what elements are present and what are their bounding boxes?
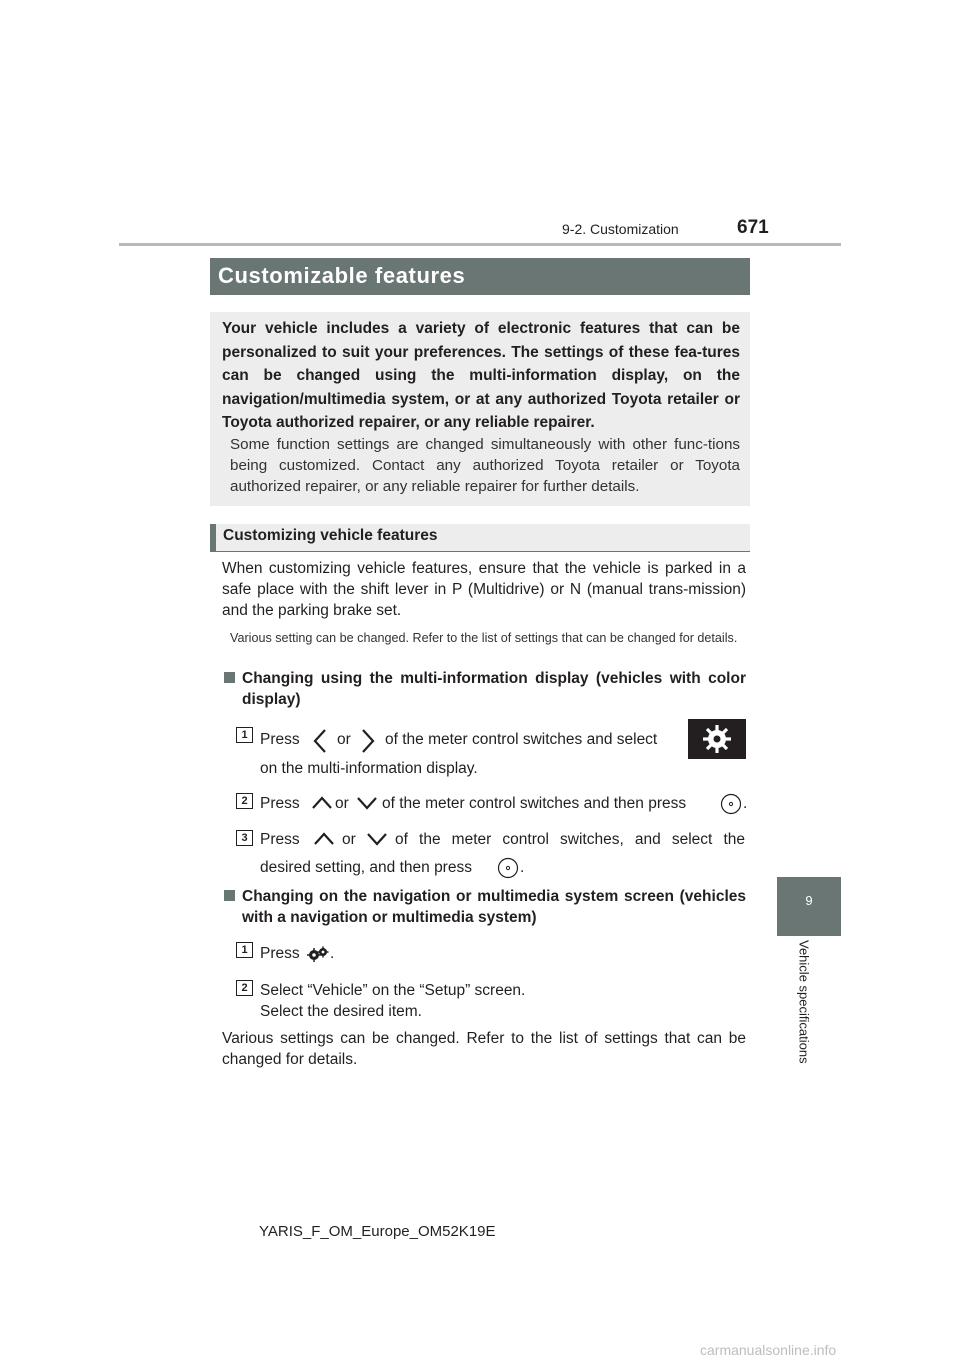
step-number: 2 xyxy=(236,980,253,996)
page-title: Customizable features xyxy=(218,263,466,288)
step-number: 1 xyxy=(236,727,253,743)
step-text: Press xyxy=(260,731,300,748)
chapter-label-text: Vehicle specifications xyxy=(796,940,812,1064)
section-header: 9-2. Customization xyxy=(562,221,679,237)
header-rule xyxy=(119,243,841,246)
step-text: Press xyxy=(260,831,300,848)
chevron-left-icon xyxy=(312,728,328,754)
step-text: Select “Vehicle” on the “Setup” screen. xyxy=(260,982,526,999)
ok-button-icon xyxy=(720,793,742,815)
chapter-tab: 9 xyxy=(777,877,841,936)
bullet-square xyxy=(224,890,235,901)
step-text: of the meter control switches, and select the xyxy=(395,831,745,848)
setup-gears-icon xyxy=(307,946,329,962)
step-text: Press xyxy=(260,945,300,962)
subheading-bar xyxy=(210,524,750,552)
subheading: Customizing vehicle features xyxy=(223,527,438,544)
section-heading-mid-text: Changing on the navigation or multimedia system screen (vehicles with a navigation or multimedia system) xyxy=(242,888,746,926)
step-text: of the meter control switches and select xyxy=(385,731,658,748)
subheading-marker xyxy=(210,524,216,551)
chapter-label xyxy=(795,940,813,1090)
step-text: or xyxy=(335,795,349,812)
step-text: or xyxy=(342,831,356,848)
body-paragraph: Various settings can be changed. Refer to the list of settings that can be changed for details. xyxy=(222,1030,746,1068)
body-note: Various setting can be changed. Refer to the list of settings that can be changed for details. xyxy=(230,631,738,645)
chevron-up-icon xyxy=(311,796,333,810)
intro-note: Some function settings are changed simultaneously with other func-tions being customized. Contact any authorized Toyota retailer or Toyota authorized repairer, or any reliable repairer for further details. xyxy=(230,436,740,495)
body-paragraph: When customizing vehicle features, ensure that the vehicle is parked in a safe place with the shift lever in P (Multidrive) or N (manual trans-mission) and the parking brake set. xyxy=(222,560,746,619)
settings-gear-icon-box xyxy=(688,719,746,759)
watermark: carmanualsonline.info xyxy=(700,1342,837,1358)
step-number: 3 xyxy=(236,830,253,846)
document-code: YARIS_F_OM_Europe_OM52K19E xyxy=(259,1223,496,1240)
page-title-bar xyxy=(210,258,750,295)
chevron-down-icon xyxy=(356,796,378,810)
ok-button-icon xyxy=(497,857,519,879)
step-text: Press xyxy=(260,795,300,812)
settings-gear-icon xyxy=(688,719,746,759)
step-text: on the multi-information display. xyxy=(260,760,478,777)
step-number: 1 xyxy=(236,942,253,958)
step-text: . xyxy=(743,795,748,812)
intro-text: Your vehicle includes a variety of electronic features that can be personalized to suit your preferences. The settings of these fea-tures can be changed using the multi-information display, on the navigation/multimedia system, or at any authorized Toyota retailer or Toyota authorized repairer, or any reliable repairer. xyxy=(222,320,740,431)
section-heading-mid xyxy=(222,886,746,928)
bullet-square xyxy=(224,672,235,683)
step-text: of the meter control switches and then press xyxy=(382,795,687,812)
step-text: . xyxy=(330,945,335,962)
step-text: Select the desired item. xyxy=(260,1003,422,1020)
chevron-right-icon xyxy=(360,728,376,754)
section-heading-mid-text: Changing using the multi-information display (vehicles with color display) xyxy=(242,670,746,708)
chevron-down-icon xyxy=(366,832,388,846)
chevron-up-icon xyxy=(313,832,335,846)
step-text: or xyxy=(337,731,351,748)
page-number: 671 xyxy=(737,217,769,238)
step-text: desired setting, and then press xyxy=(260,859,472,876)
step-number: 2 xyxy=(236,793,253,809)
section-heading-mid xyxy=(222,668,746,710)
step-text: . xyxy=(520,859,525,876)
